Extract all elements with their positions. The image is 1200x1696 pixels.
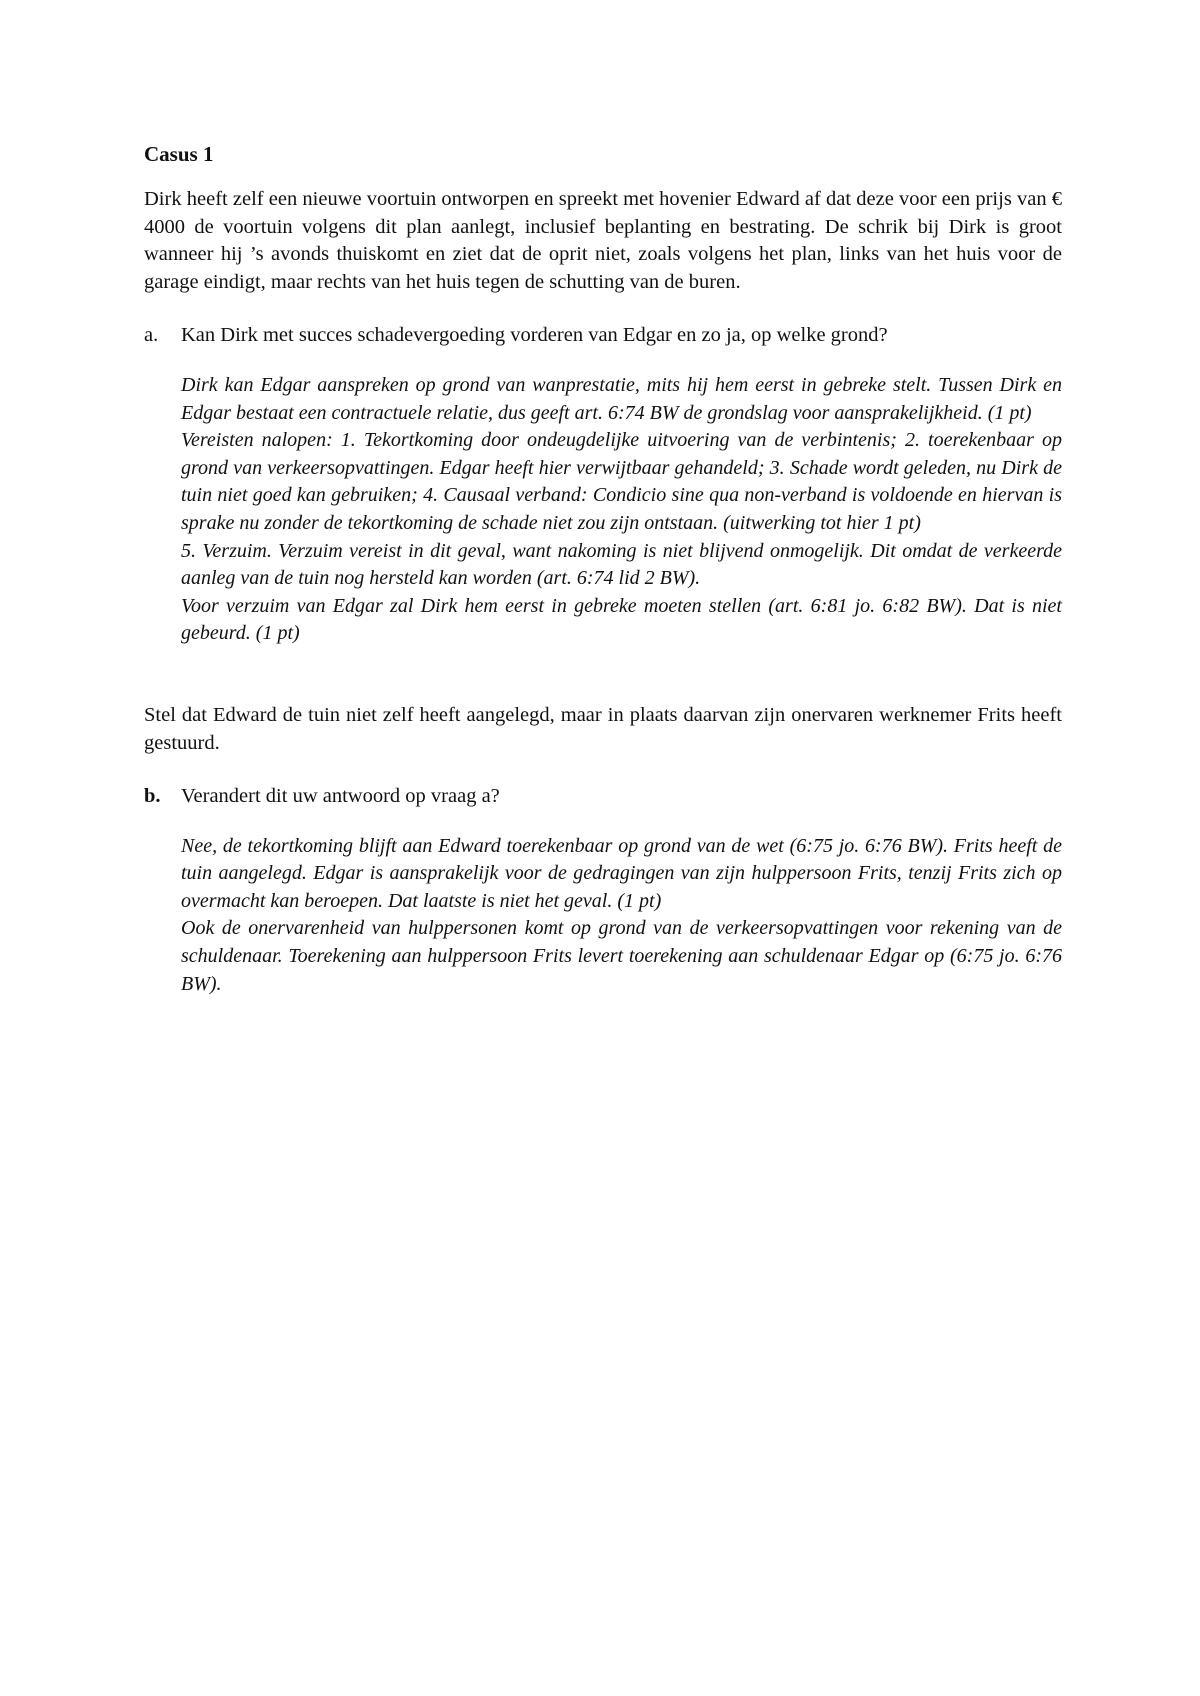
answer-a-paragraph: 5. Verzuim. Verzuim vereist in dit geval, want nakoming is niet blijvend onmogelijk. Dit omdat de verkeerde aanleg van de tuin nog hersteld kan worden (art. 6:74 lid 2 BW). — [181, 539, 1062, 590]
question-a-label: a. — [144, 324, 159, 347]
question-b-text: Verandert dit uw antwoord op vraag a? — [181, 785, 500, 808]
answer-a-paragraph: Dirk kan Edgar aanspreken op grond van wanprestatie, mits hij hem eerst in gebreke stelt. Tussen Dirk en Edgar bestaat een contractuele relatie, dus geeft art. 6:74 BW de grondslag voor aansprakelijkheid. (1 pt) — [181, 373, 1062, 424]
document-page — [144, 140, 1062, 998]
answer-b — [181, 833, 1062, 999]
question-b-label: b. — [144, 785, 161, 808]
question-a-text: Kan Dirk met succes schadevergoeding vorderen van Edgar en zo ja, op welke grond? — [181, 324, 888, 347]
document-title: Casus 1 — [144, 142, 214, 166]
answer-b-paragraph: Nee, de tekortkoming blijft aan Edward toerekenbaar op grond van de wet (6:75 jo. 6:76 BW). Frits heeft de tuin aangelegd. Edgar is aansprakelijk voor de gedragingen van zijn hulppersoon Frits, tenzij Frits zich op overmacht kan beroepen. Dat laatste is niet het geval. (1 pt) — [181, 834, 1062, 912]
answer-b-paragraph: Ook de onervarenheid van hulppersonen komt op grond van de verkeersopvattingen voor rekening van de schuldenaar. Toerekening aan hulppersoon Frits levert toerekening aan schuldenaar Edgar op (6:75 jo. 6:76 BW). — [181, 917, 1062, 995]
section-spacer — [144, 648, 1062, 702]
case-intro: Dirk heeft zelf een nieuwe voortuin ontworpen en spreekt met hovenier Edward af dat deze voor een prijs van € 4000 de voortuin volgens dit plan aanlegt, inclusief beplanting en bestrating. De schrik bij Dirk is groot wanneer hij ’s avonds thuiskomt en ziet dat de oprit niet, zoals volgens het plan, links van het huis voor de garage eindigt, maar rechts van het huis tegen de schutting van de buren. — [144, 188, 1062, 293]
question-a — [144, 322, 1062, 350]
scenario-b: Stel dat Edward de tuin niet zelf heeft aangelegd, maar in plaats daarvan zijn onervaren werknemer Frits heeft gestuurd. — [144, 703, 1062, 754]
answer-a-paragraph: Vereisten nalopen: 1. Tekortkoming door ondeugdelijke uitvoering van de verbintenis; 2. toerekenbaar op grond van verkeersopvattingen. Edgar heeft hier verwijtbaar gehandeld; 3. Schade wordt geleden, nu Dirk de tuin niet goed kan gebruiken; 4. Causaal verband: Condicio sine qua non-verband is voldoende en hiervan is sprake nu zonder de tekortkoming de schade niet zou zijn ontstaan. (uitwerking tot hier 1 pt) — [181, 429, 1062, 534]
answer-a — [181, 372, 1062, 648]
answer-a-paragraph: Voor verzuim van Edgar zal Dirk hem eerst in gebreke moeten stellen (art. 6:81 jo. 6:82 BW). Dat is niet gebeurd. (1 pt) — [181, 594, 1062, 645]
question-b — [144, 783, 1062, 811]
